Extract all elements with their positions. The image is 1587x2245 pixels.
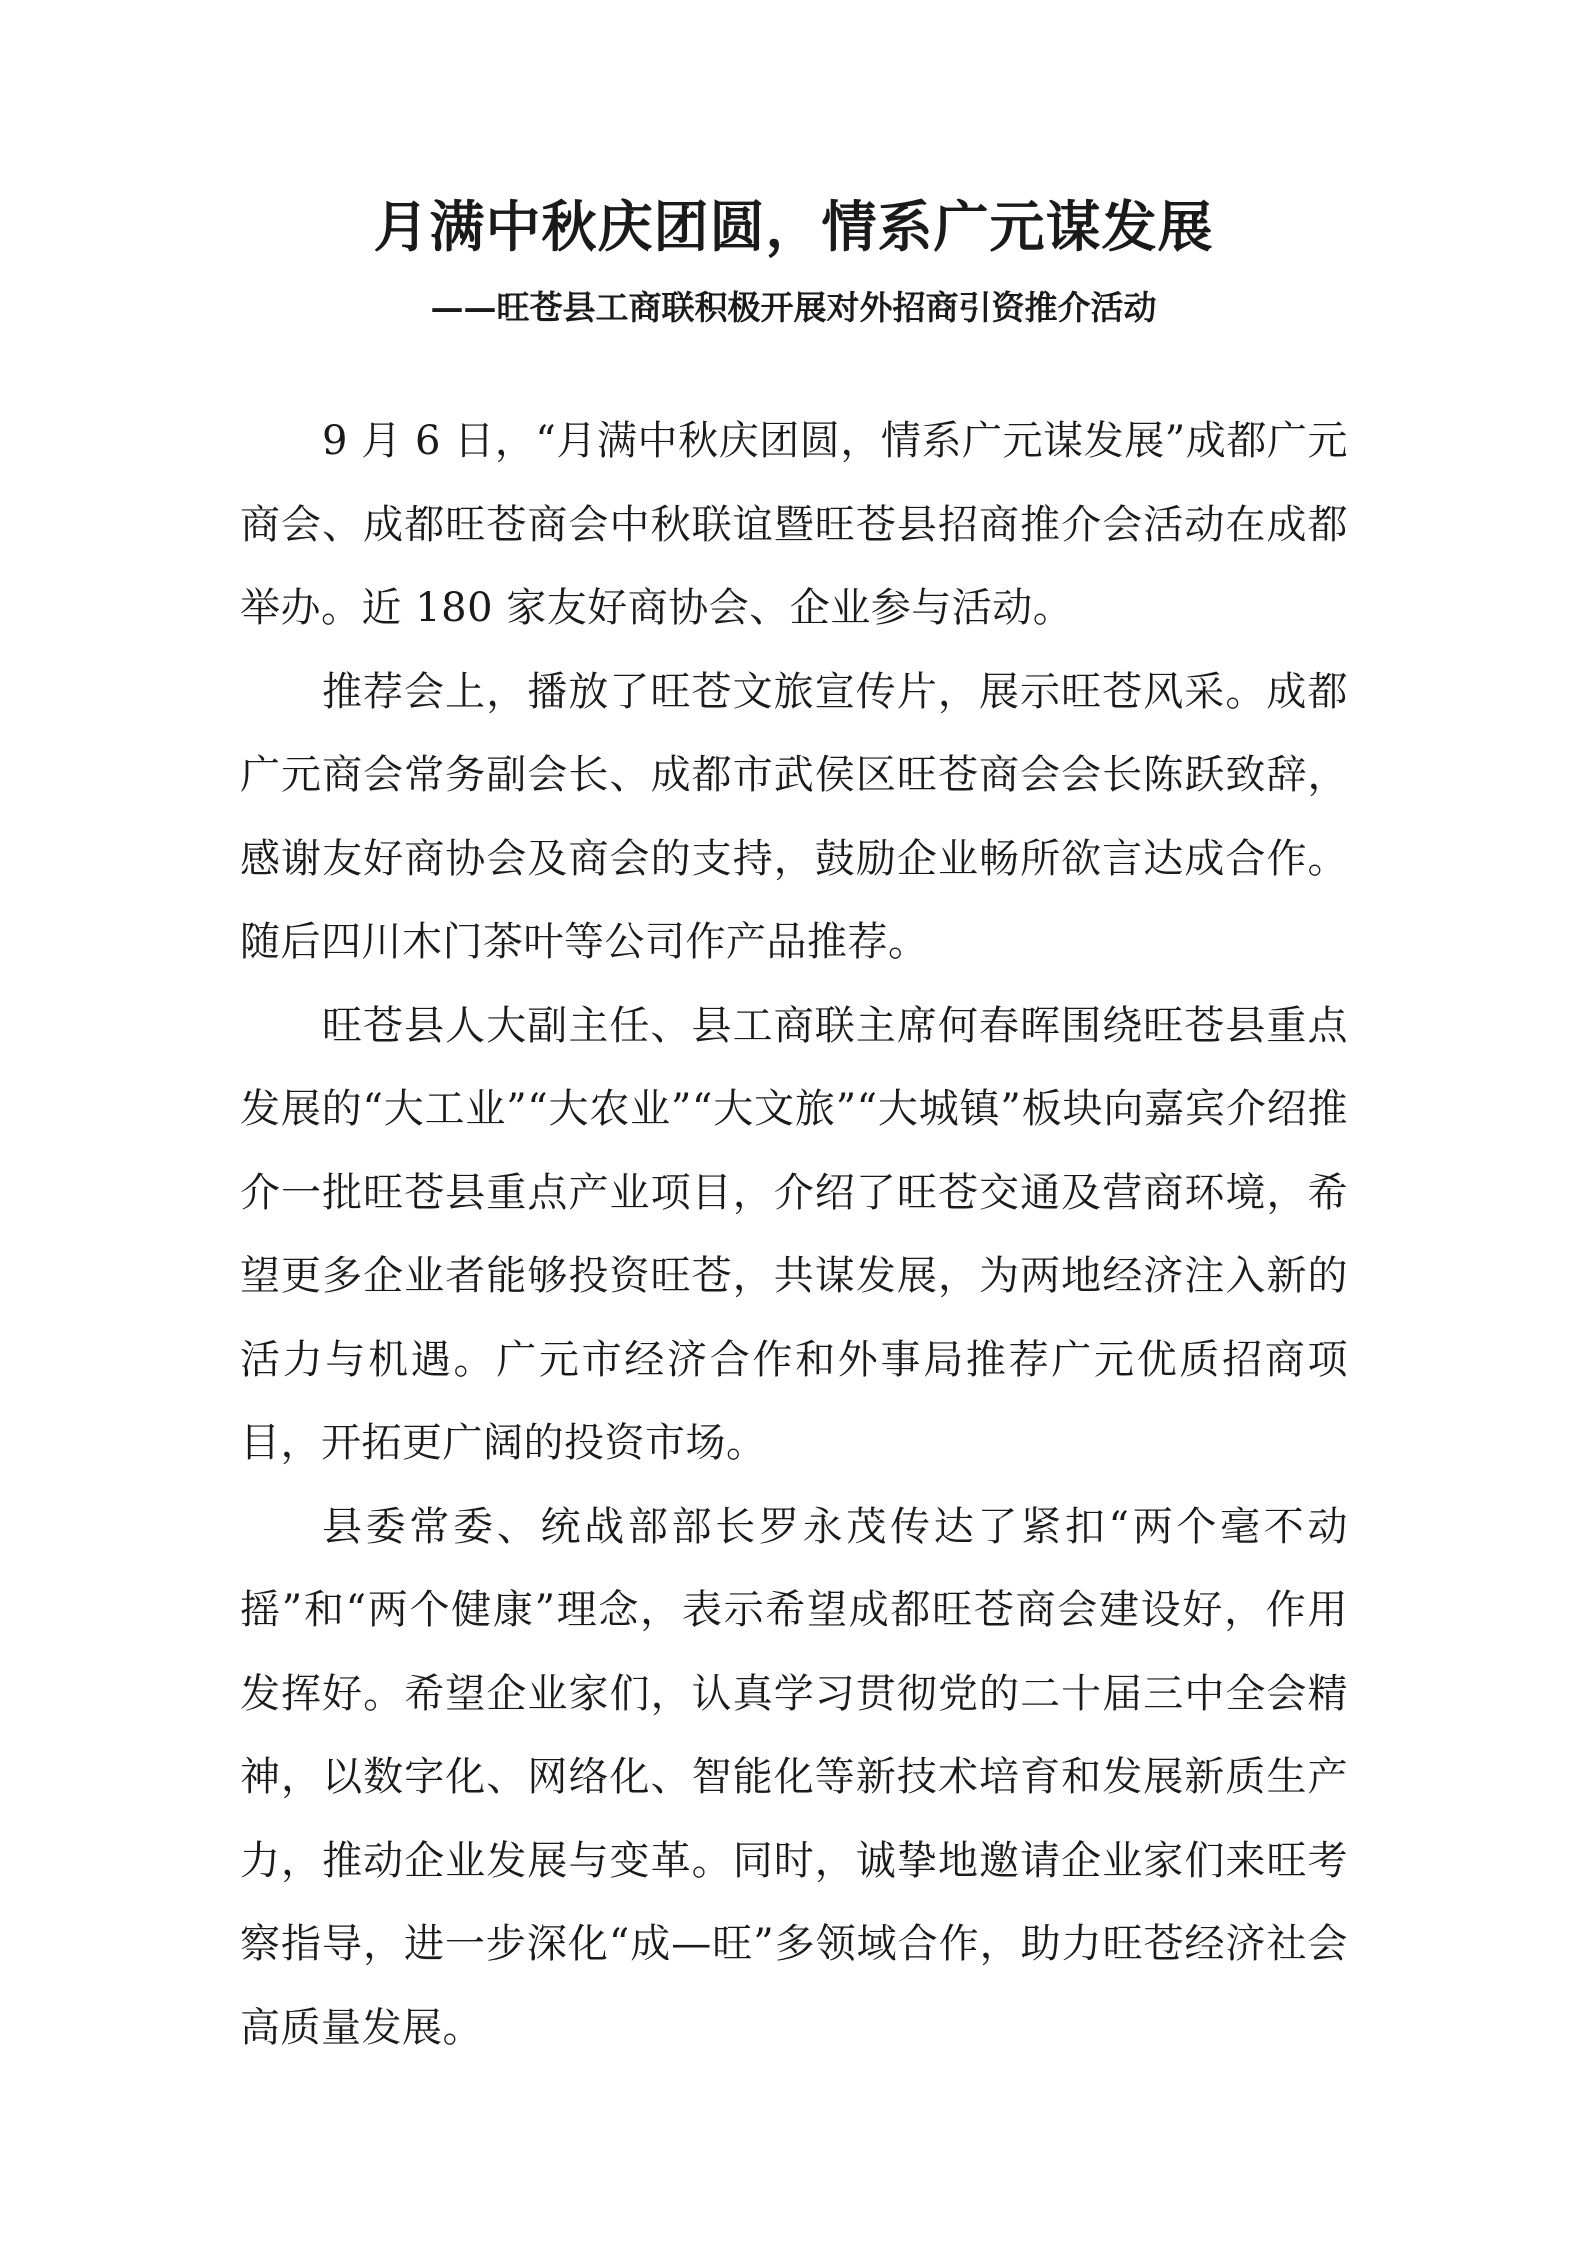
paragraph: 9 月 6 日，“月满中秋庆团圆，情系广元谋发展”成都广元商会、成都旺苍商会中秋联谊暨旺苍县招商推介会活动在成都举办。近 180 家友好商协会、企业参与活动。 (240, 418, 1348, 631)
paragraph: 推荐会上，播放了旺苍文旅宣传片，展示旺苍风采。成都广元商会常务副会长、成都市武侯区旺苍商会会长陈跃致辞，感谢友好商协会及商会的支持，鼓励企业畅所欲言达成合作。随后四川木门茶叶等公司作产品推荐。 (240, 668, 1348, 965)
document-body (240, 400, 1348, 2070)
document-title: 月满中秋庆团圆，情系广元谋发展 (373, 194, 1214, 259)
document-subtitle: ——旺苍县工商联积极开展对外招商引资推介活动 (430, 288, 1157, 327)
paragraph: 旺苍县人大副主任、县工商联主席何春晖围绕旺苍县重点发展的“大工业”“大农业”“大文旅”“大城镇”板块向嘉宾介绍推介一批旺苍县重点产业项目，介绍了旺苍交通及营商环境，希望更多企业者能够投资旺苍，共谋发展，为两地经济注入新的活力与机遇。广元市经济合作和外事局推荐广元优质招商项目，开拓更广阔的投资市场。 (240, 1002, 1348, 1466)
paragraph: 县委常委、统战部部长罗永茂传达了紧扣“两个毫不动摇”和“两个健康”理念，表示希望成都旺苍商会建设好，作用发挥好。希望企业家们，认真学习贯彻党的二十届三中全会精神，以数字化、网络化、智能化等新技术培育和发展新质生产力，推动企业发展与变革。同时，诚挚地邀请企业家们来旺考察指导，进一步深化“成—旺”多领域合作，助力旺苍经济社会高质量发展。 (240, 1503, 1348, 2051)
